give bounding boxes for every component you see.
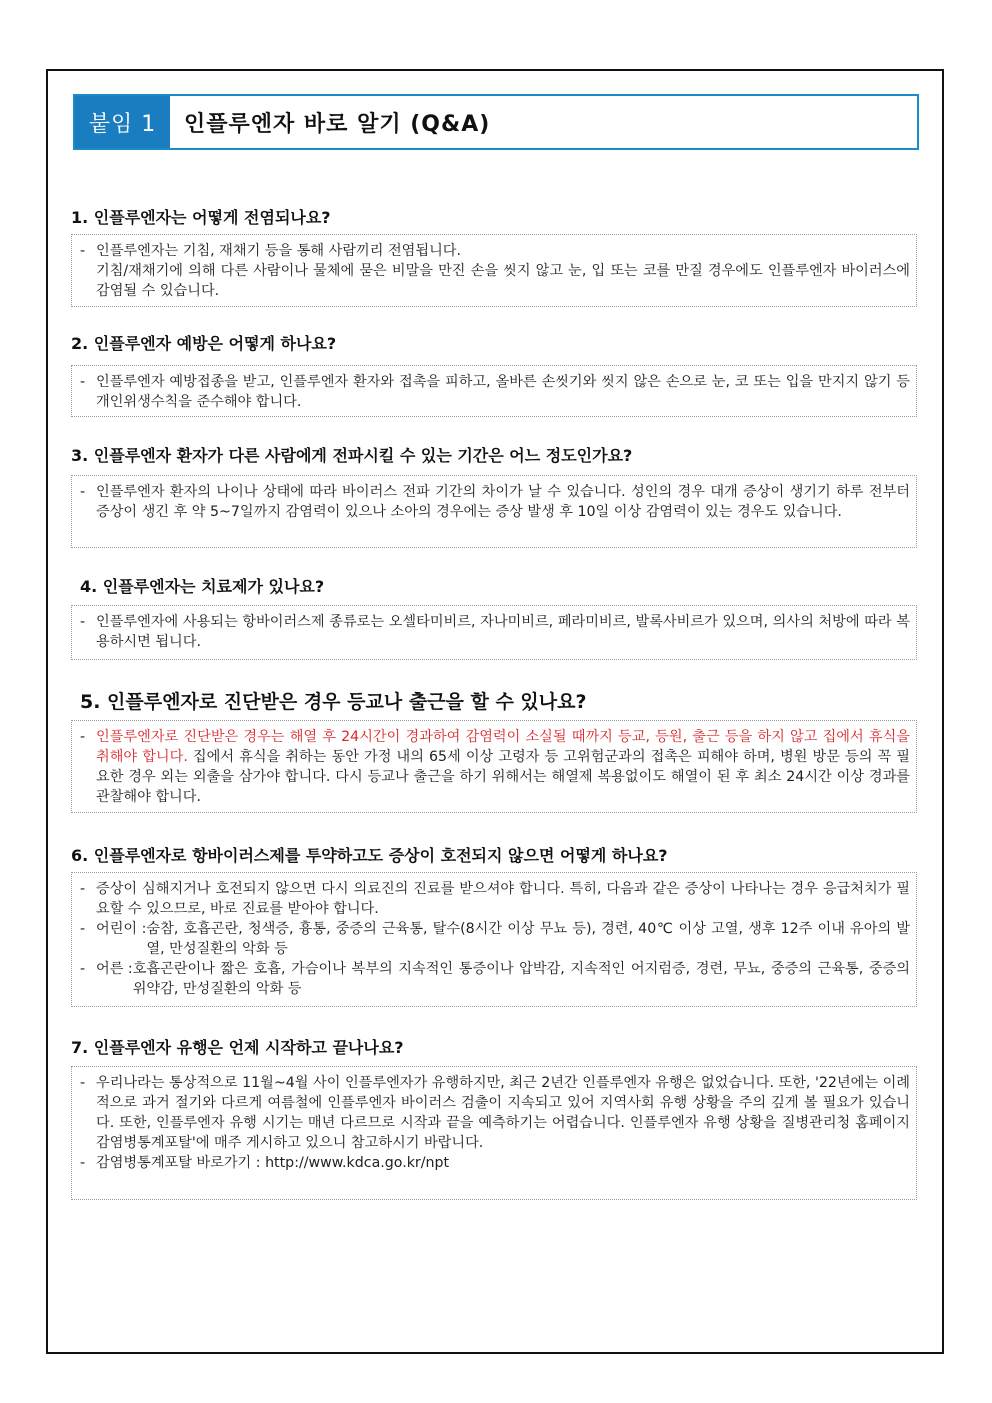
answer-1-box [71, 234, 917, 307]
answer-5-box [71, 720, 917, 813]
answer-text: 인플루엔자에 사용되는 항바이러스제 종류로는 오셀타미비르, 자나미비르, 페라미비르, 발록사비르가 있으며, 의사의 처방에 따라 복용하시면 됩니다. [96, 614, 910, 650]
question-7-title: 7. 인플루엔자 유행은 언제 시작하고 끝나나요? [71, 1038, 404, 1057]
answer-item: - 인플루엔자 예방접종을 받고, 인플루엔자 환자와 접촉을 피하고, 올바른 손씻기와 씻지 않은 손으로 눈, 코 또는 입을 만지지 않기 등 개인위생수칙을 준수해야 합니다. [80, 374, 910, 410]
page-title: 인플루엔자 바로 알기 (Q&A) [184, 111, 491, 137]
answer-label: 어른 : [96, 961, 133, 977]
answer-3-box [71, 475, 917, 548]
answer-text: 우리나라는 통상적으로 11월~4월 사이 인플루엔자가 유행하지만, 최근 2년간 인플루엔자 유행은 없었습니다. 또한, '22년에는 이례적으로 과거 절기와 다르게 여름철에 인플루엔자 바이러스 검출이 지속되고 있어 지역사회 유행 상황을 주의 깊게 볼 필요가 있습니다. 또한, 인플루엔자 유행 시기는 매년 다르므로 시작과 끝을 예측하기는 어렵습니다. 인플루엔자 유행 상황을 질병관리청 홈페이지 감염병통계포탈'에 매주 게시하고 있으니 참고하시기 바랍니다. [96, 1075, 910, 1151]
answer-item: - 증상이 심해지거나 호전되지 않으면 다시 의료진의 진료를 받으셔야 합니다. 특히, 다음과 같은 증상이 나타나는 경우 응급처치가 필요할 수 있으므로, 바로 진료를 받아야 합니다. [80, 881, 910, 917]
question-3-title: 3. 인플루엔자 환자가 다른 사람에게 전파시킬 수 있는 기간은 어느 정도인가요? [71, 446, 633, 465]
answer-6-box [71, 872, 917, 1007]
portal-link[interactable]: 감염병통계포탈 바로가기 : http://www.kdca.go.kr/npt [96, 1155, 450, 1171]
question-1-title: 1. 인플루엔자는 어떻게 전염되나요? [71, 208, 331, 227]
answer-text: 숨참, 호흡곤란, 청색증, 흉통, 중증의 근육통, 탈수(8시간 이상 무뇨 등), 경련, 40℃ 이상 고열, 생후 12주 이내 유아의 발열, 만성질환의 악화 등 [146, 921, 910, 957]
answer-item: - 인플루엔자로 진단받은 경우는 해열 후 24시간이 경과하여 감염력이 소실될 때까지 등교, 등원, 출근 등을 하지 않고 집에서 휴식을 취해야 합니다. 집에서 휴식을 취하는 동안 가정 내의 65세 이상 고령자 등 고위험군과의 접촉은 피해야 하며, 병원 방문 등의 꼭 필요한 경우 외는 외출을 삼가야 합니다. 다시 등교나 출근을 하기 위해서는 해열제 복용없이도 해열이 된 후 최소 24시간 이상 경과를 관찰해야 합니다. [80, 729, 910, 805]
answer-text: 증상이 심해지거나 호전되지 않으면 다시 의료진의 진료를 받으셔야 합니다. 특히, 다음과 같은 증상이 나타나는 경우 응급처치가 필요할 수 있으므로, 바로 진료를 받아야 합니다. [96, 881, 910, 917]
answer-2-box [71, 365, 917, 417]
page-header [73, 94, 919, 150]
question-2-title: 2. 인플루엔자 예방은 어떻게 하나요? [71, 334, 337, 353]
answer-item: - 우리나라는 통상적으로 11월~4월 사이 인플루엔자가 유행하지만, 최근 2년간 인플루엔자 유행은 없었습니다. 또한, '22년에는 이례적으로 과거 절기와 다르게 여름철에 인플루엔자 바이러스 검출이 지속되고 있어 지역사회 유행 상황을 주의 깊게 볼 필요가 있습니다. 또한, 인플루엔자 유행 시기는 매년 다르므로 시작과 끝을 예측하기는 어렵습니다. 인플루엔자 유행 상황을 질병관리청 홈페이지 감염병통계포탈'에 매주 게시하고 있으니 참고하시기 바랍니다. [80, 1075, 910, 1151]
answer-item: - 어른 : 호흡곤란이나 짧은 호흡, 가슴이나 복부의 지속적인 통증이나 압박감, 지속적인 어지럼증, 경련, 무뇨, 중증의 근육통, 중증의 위약감, 만성질환의 악화 등 [80, 961, 910, 997]
answer-item: - 인플루엔자는 기침, 재채기 등을 통해 사람끼리 전염됩니다. 기침/재채기에 의해 다른 사람이나 물체에 묻은 비말을 만진 손을 씻지 않고 눈, 입 또는 코를 만질 경우에도 인플루엔자 바이러스에 감염될 수 있습니다. [80, 243, 910, 299]
answer-highlight-text: 인플루엔자로 진단받은 경우는 해열 후 24시간이 경과하여 감염력이 소실될 때까지 등교, 등원, 출근 등을 하지 않고 집에서 휴식을 취해야 합니다. [96, 729, 910, 765]
answer-text: 기침/재채기에 의해 다른 사람이나 물체에 묻은 비말을 만진 손을 씻지 않고 눈, 입 또는 코를 만질 경우에도 인플루엔자 바이러스에 감염될 수 있습니다. [96, 263, 910, 299]
answer-4-box [71, 605, 917, 660]
answer-item: - 인플루엔자 환자의 나이나 상태에 따라 바이러스 전파 기간의 차이가 날 수 있습니다. 성인의 경우 대개 증상이 생기기 하루 전부터 증상이 생긴 후 약 5~7일까지 감염력이 있으나 소아의 경우에는 증상 발생 후 10일 이상 감염력이 있는 경우도 있습니다. [80, 484, 910, 520]
question-5-title: 5. 인플루엔자로 진단받은 경우 등교나 출근을 할 수 있나요? [80, 691, 587, 713]
answer-text: 인플루엔자 환자의 나이나 상태에 따라 바이러스 전파 기간의 차이가 날 수 있습니다. 성인의 경우 대개 증상이 생기기 하루 전부터 증상이 생긴 후 약 5~7일까지 감염력이 있으나 소아의 경우에는 증상 발생 후 10일 이상 감염력이 있는 경우도 있습니다. [96, 484, 910, 520]
question-6-title: 6. 인플루엔자로 항바이러스제를 투약하고도 증상이 호전되지 않으면 어떻게 하나요? [71, 846, 668, 865]
answer-text: 인플루엔자는 기침, 재채기 등을 통해 사람끼리 전염됩니다. [96, 243, 462, 259]
answer-text: 집에서 휴식을 취하는 동안 가정 내의 65세 이상 고령자 등 고위험군과의 접촉은 피해야 하며, 병원 방문 등의 꼭 필요한 경우 외는 외출을 삼가야 합니다. 다시 등교나 출근을 하기 위해서는 해열제 복용없이도 해열이 된 후 최소 24시간 이상 경과를 관찰해야 합니다. [96, 749, 910, 805]
answer-text: 인플루엔자 예방접종을 받고, 인플루엔자 환자와 접촉을 피하고, 올바른 손씻기와 씻지 않은 손으로 눈, 코 또는 입을 만지지 않기 등 개인위생수칙을 준수해야 합니다. [96, 374, 910, 410]
answer-item: - 인플루엔자에 사용되는 항바이러스제 종류로는 오셀타미비르, 자나미비르, 페라미비르, 발록사비르가 있으며, 의사의 처방에 따라 복용하시면 됩니다. [80, 614, 910, 650]
attachment-tag: 붙임 1 [75, 96, 170, 148]
answer-item: - 어린이 : 숨참, 호흡곤란, 청색증, 흉통, 중증의 근육통, 탈수(8시간 이상 무뇨 등), 경련, 40℃ 이상 고열, 생후 12주 이내 유아의 발열, 만성질환의 악화 등 [80, 921, 910, 957]
answer-label: 어린이 : [96, 921, 147, 937]
answer-item: - 감염병통계포탈 바로가기 : http://www.kdca.go.kr/npt [80, 1153, 910, 1173]
question-4-title: 4. 인플루엔자는 치료제가 있나요? [80, 577, 325, 596]
answer-text: 호흡곤란이나 짧은 호흡, 가슴이나 복부의 지속적인 통증이나 압박감, 지속적인 어지럼증, 경련, 무뇨, 중증의 근육통, 중증의 위약감, 만성질환의 악화 등 [132, 961, 910, 997]
answer-7-box [71, 1066, 917, 1200]
